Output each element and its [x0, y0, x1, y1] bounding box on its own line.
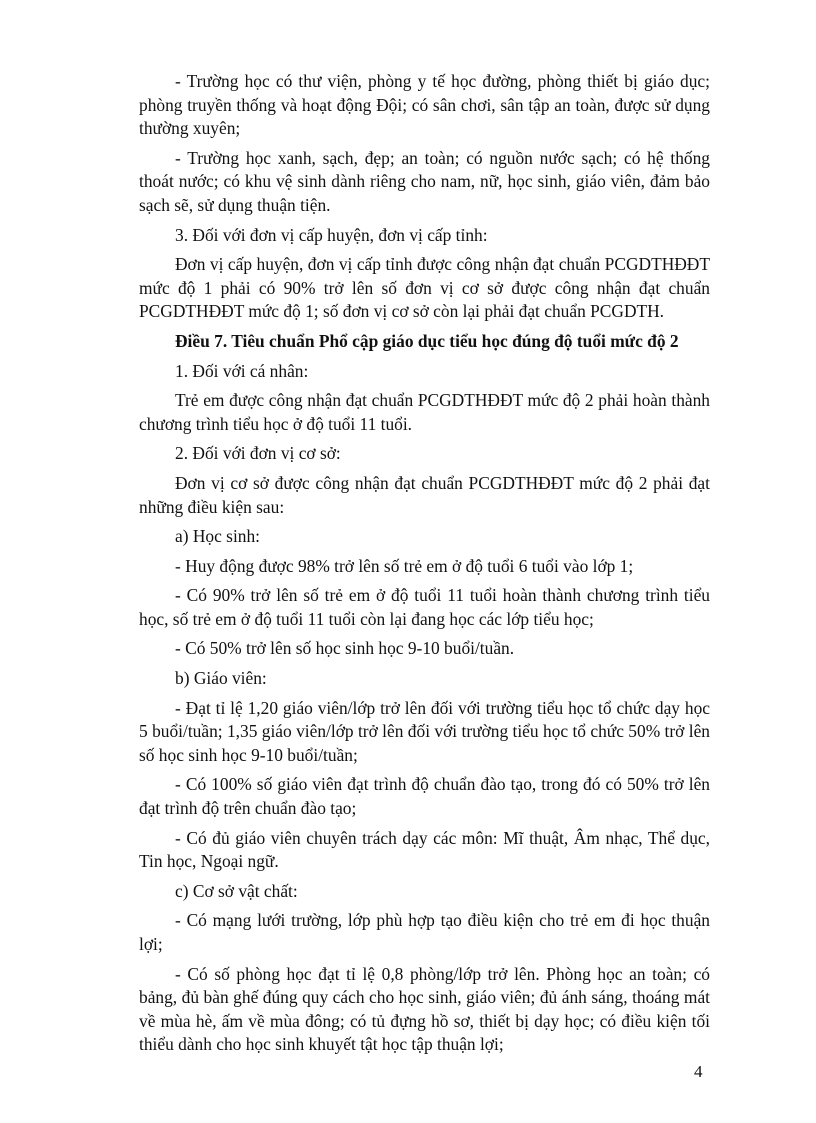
- paragraph: Đơn vị cơ sở được công nhận đạt chuẩn PCGDTHĐĐT mức độ 2 phải đạt những điều kiện sau:: [139, 472, 710, 517]
- paragraph: a) Học sinh:: [175, 526, 261, 547]
- paragraph: - Có số phòng học đạt tỉ lệ 0,8 phòng/lớp trở lên. Phòng học an toàn; có bảng, đủ bàn ghế đúng quy cách cho học sinh, giáo viên; đủ ánh sáng, thoáng mát về mùa hè, ấm về mùa đông; có tủ đựng hồ sơ, thiết bị dạy học; có điều kiện tối thiểu dành cho học sinh khuyết tật học tập thuận lợi;: [139, 963, 710, 1055]
- paragraph: Trẻ em được công nhận đạt chuẩn PCGDTHĐĐT mức độ 2 phải hoàn thành chương trình tiểu học ở độ tuổi 11 tuổi.: [139, 390, 710, 434]
- article-heading: Điều 7. Tiêu chuẩn Phổ cập giáo dục tiểu học đúng độ tuổi mức độ 2: [175, 330, 679, 351]
- paragraph: 2. Đối với đơn vị cơ sở:: [175, 443, 341, 464]
- paragraph: - Có 90% trở lên số trẻ em ở độ tuổi 11 tuổi hoàn thành chương trình tiểu học, số trẻ em ở độ tuổi 11 tuổi còn lại đang học các lớp tiểu học;: [139, 585, 710, 629]
- paragraph: - Có mạng lưới trường, lớp phù hợp tạo điều kiện cho trẻ em đi học thuận lợi;: [139, 910, 710, 954]
- paragraph: - Đạt tỉ lệ 1,20 giáo viên/lớp trở lên đối với trường tiểu học tổ chức dạy học 5 buổi/tuần; 1,35 giáo viên/lớp trở lên đối với trường tiểu học tổ chức 50% trở lên số học sinh học 9-10 buổi/tuần;: [139, 697, 710, 765]
- paragraph: 1. Đối với cá nhân:: [175, 360, 309, 381]
- paragraph: - Trường học xanh, sạch, đẹp; an toàn; có nguồn nước sạch; có hệ thống thoát nước; có khu vệ sinh dành riêng cho nam, nữ, học sinh, giáo viên, đảm bảo sạch sẽ, sử dụng thuận tiện.: [139, 147, 710, 215]
- paragraph: - Trường học có thư viện, phòng y tế học đường, phòng thiết bị giáo dục; phòng truyền thống và hoạt động Đội; có sân chơi, sân tập an toàn, được sử dụng thường xuyên;: [139, 71, 710, 139]
- paragraph: 3. Đối với đơn vị cấp huyện, đơn vị cấp tỉnh:: [175, 224, 488, 245]
- paragraph: - Có 100% số giáo viên đạt trình độ chuẩn đào tạo, trong đó có 50% trở lên đạt trình độ trên chuẩn đào tạo;: [139, 774, 710, 819]
- document-body: [139, 70, 710, 1063]
- page-number: 4: [694, 1062, 703, 1081]
- paragraph: b) Giáo viên:: [175, 668, 267, 689]
- paragraph: Đơn vị cấp huyện, đơn vị cấp tỉnh được công nhận đạt chuẩn PCGDTHĐĐT mức độ 1 phải có 90% trở lên số đơn vị cơ sở được công nhận đạt chuẩn PCGDTHĐĐT mức độ 1; số đơn vị cơ sở còn lại phải đạt chuẩn PCGDTH.: [139, 254, 710, 322]
- paragraph: c) Cơ sở vật chất:: [175, 880, 298, 901]
- paragraph: - Có đủ giáo viên chuyên trách dạy các môn: Mĩ thuật, Âm nhạc, Thể dục, Tin học, Ngoại ngữ.: [139, 827, 710, 872]
- paragraph: - Huy động được 98% trở lên số trẻ em ở độ tuổi 6 tuổi vào lớp 1;: [175, 555, 634, 576]
- paragraph: - Có 50% trở lên số học sinh học 9-10 buổi/tuần.: [175, 638, 515, 659]
